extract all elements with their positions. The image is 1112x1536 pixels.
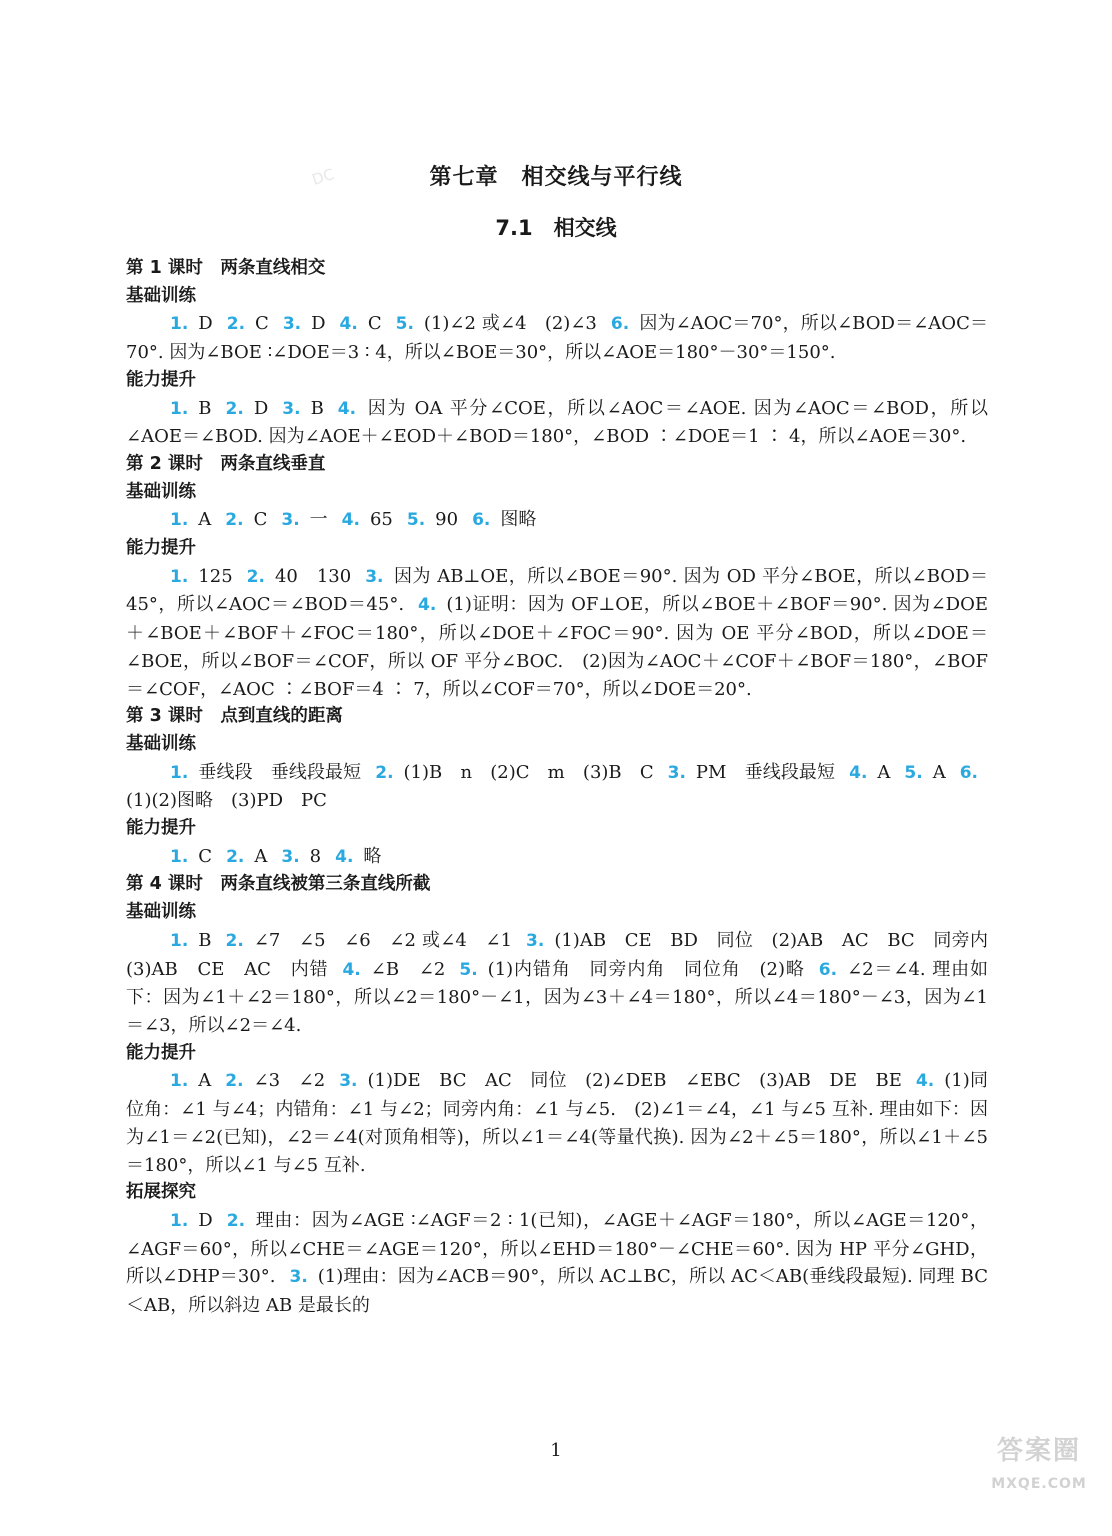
answer-text: (1)DE BC AC 同位 (2)∠DEB ∠EBC (3)AB DE BE — [367, 1070, 902, 1092]
question-number: 2. — [225, 1071, 244, 1092]
question-number: 1. — [170, 566, 189, 587]
answer-text: 一 — [309, 509, 328, 531]
answer-text: C — [255, 313, 269, 335]
question-number: 1. — [170, 510, 189, 531]
answer-text: 因为∠AOC＝70°，所以∠BOD＝∠AOC＝70°. 因为∠BOE ∶∠DOE＝3 ∶ 4，所以∠BOE＝30°，所以∠AOE＝180°－30°＝150°. — [126, 313, 988, 364]
question-number: 2. — [246, 566, 265, 587]
answer-paragraph — [126, 927, 1006, 1040]
question-number: 2. — [225, 510, 244, 531]
subsection-heading: 基础训练 — [126, 481, 196, 502]
lesson-heading: 第 4 课时 两条直线被第三条直线所截 — [126, 874, 431, 895]
answer-text: C — [198, 845, 213, 867]
lesson-heading: 第 1 课时 两条直线相交 — [126, 258, 326, 278]
question-number: 5. — [904, 762, 923, 783]
question-number: 1. — [170, 846, 189, 867]
question-number: 3. — [282, 314, 302, 335]
answer-paragraph — [126, 506, 988, 535]
answer-paragraph — [126, 563, 988, 704]
answer-paragraph — [126, 310, 988, 366]
answer-text: (1)同位角：∠1 与∠4；内错角：∠1 与∠2；同旁内角：∠1 与∠5. (2)∠1＝∠4，∠1 与∠5 互补. 理由如下：因为∠1＝∠2(已知)，∠2＝∠4(对顶角相等)，所以∠1＝∠4(等量代换). 因为∠2＋∠5＝180°，所以∠1＋∠5＝180°，所以∠1 与∠5 互补. — [126, 1070, 988, 1176]
question-number: 4. — [337, 398, 357, 419]
answer-paragraph — [126, 395, 988, 451]
question-number: 2. — [226, 314, 246, 335]
answer-text: (1)内错角 同旁内角 同位角 (2)略 — [487, 958, 805, 980]
question-number: 3. — [667, 762, 686, 783]
answer-text: (1)B n (2)C m (3)B C — [403, 761, 654, 783]
subsection-heading: 拓展探究 — [126, 1182, 196, 1203]
question-number: 6. — [959, 762, 979, 783]
faint-stamp: DC — [309, 165, 337, 189]
answer-text: A — [932, 761, 946, 783]
subsection-heading: 基础训练 — [126, 285, 196, 306]
answer-text: ∠7 ∠5 ∠6 ∠2 或∠4 ∠1 — [253, 929, 513, 951]
answer-paragraph — [126, 1207, 988, 1320]
question-number: 1. — [170, 930, 189, 951]
question-number: 6. — [472, 510, 491, 531]
answer-text: B — [198, 929, 212, 951]
answer-text: ∠2＝∠4. 理由如下：因为∠1＋∠2＝180°，所以∠2＝180°－∠1，因为∠3＋∠4＝180°，所以∠4＝180°－∠3，因为∠1＝∠3，所以∠2＝∠4. — [126, 958, 988, 1036]
question-number: 2. — [226, 846, 245, 867]
answer-text: ∠B ∠2 — [370, 958, 446, 980]
answer-text: C — [253, 509, 268, 531]
watermark-logo-text: 答案圈 — [996, 1436, 1081, 1466]
answer-text: 图略 — [500, 509, 537, 531]
question-number: 3. — [281, 510, 300, 531]
question-number: 1. — [170, 398, 189, 419]
answer-text: A — [198, 1070, 212, 1092]
subsection-heading: 能力提升 — [126, 818, 196, 839]
lesson-heading: 第 3 课时 点到直线的距离 — [126, 706, 343, 727]
answer-text: (1)(2)图略 (3)PD PC — [126, 790, 327, 812]
question-number: 5. — [406, 510, 426, 531]
subsection-heading: 基础训练 — [126, 902, 196, 923]
answer-text: 理由：因为∠AGE ∶∠AGF＝2 ∶ 1(已知)，∠AGE＋∠AGF＝180°，所以∠AGE＝120°，∠AGF＝60°，所以∠CHE＝∠AGE＝120°，所以∠EHD＝180°－∠CHE＝60°. 因为 HP 平分∠GHD，所以∠DHP＝30°. — [126, 1209, 988, 1288]
answer-text: 90 — [435, 509, 459, 531]
question-number: 5. — [395, 314, 414, 335]
answer-text: A — [198, 509, 212, 531]
question-number: 5. — [459, 959, 478, 980]
section-title: 7.1 相交线 — [495, 216, 617, 240]
answer-text: PM 垂线段最短 — [695, 761, 836, 783]
answer-text: 40 130 — [274, 565, 352, 587]
question-number: 1. — [170, 314, 189, 335]
answer-text: (1)AB CE BD 同位 (2)AB AC BC 同旁内 (3)AB CE AC 内错 — [126, 929, 1006, 980]
chapter-title: 第七章 相交线与平行线 — [429, 165, 683, 190]
question-number: 2. — [375, 762, 394, 783]
question-number: 4. — [335, 846, 354, 867]
question-number: 4. — [339, 314, 358, 335]
answer-text: D — [198, 1209, 213, 1231]
answer-text: (1)证明：因为 OF⊥OE，所以∠BOE＋∠BOF＝90°. 因为∠DOE＋∠BOE＋∠BOF＋∠FOC＝180°，所以∠DOE＋∠FOC＝90°. 因为 OE 平分∠BOD，所以∠DOE＝∠BOE，所以∠BOF＝∠COF，所以 OF 平分∠BOC. (2)因为∠AOC＋∠COF＋∠BOF＝180°，∠BOF＝∠COF，∠AOC ∶∠BOF＝4 ∶ 7，所以∠COF＝70°，所以∠DOE＝20°. — [126, 594, 988, 700]
answer-text: 略 — [363, 845, 382, 867]
watermark-logo — [984, 1426, 1094, 1526]
question-number: 3. — [281, 846, 300, 867]
question-number: 3. — [526, 930, 545, 951]
answer-text: B — [310, 397, 324, 419]
answer-text: 8 — [309, 845, 322, 867]
question-number: 4. — [849, 762, 868, 783]
answer-text: A — [877, 761, 891, 783]
answer-text: 因为 AB⊥OE，所以∠BOE＝90°. 因为 OD 平分∠BOE，所以∠BOD＝45°，所以∠AOC＝∠BOD＝45°. — [126, 565, 988, 616]
lesson-heading: 第 2 课时 两条直线垂直 — [126, 453, 326, 474]
subsection-heading: 能力提升 — [126, 369, 196, 390]
question-number: 4. — [342, 959, 361, 980]
answer-text: 65 — [369, 509, 393, 531]
question-number: 4. — [418, 595, 437, 616]
answer-text: ∠3 ∠2 — [253, 1070, 326, 1092]
question-number: 3. — [282, 398, 301, 419]
question-number: 6. — [610, 314, 630, 335]
question-number: 1. — [170, 1071, 189, 1092]
answer-text: D — [253, 397, 269, 419]
answer-paragraph — [126, 843, 988, 872]
answer-text: D — [311, 313, 326, 335]
answer-text: (1)∠2 或∠4 (2)∠3 — [423, 313, 597, 335]
answer-text: 125 — [198, 565, 233, 587]
answer-paragraph — [126, 759, 988, 815]
answer-text: 因为 OA 平分∠COE，所以∠AOC＝∠AOE. 因为∠AOC＝∠BOD，所以∠AOE＝∠BOD. 因为∠AOE＋∠EOD＋∠BOD＝180°，∠BOD ∶∠DOE＝1 ∶ 4，所以∠AOE＝30°. — [126, 397, 988, 448]
subsection-heading: 能力提升 — [126, 1042, 196, 1063]
question-number: 1. — [170, 762, 189, 783]
answer-text: C — [367, 313, 382, 335]
subsection-heading: 能力提升 — [126, 538, 196, 559]
question-number: 3. — [365, 566, 384, 587]
subsection-heading: 基础训练 — [126, 733, 196, 754]
answer-text: (1)理由：因为∠ACB＝90°，所以 AC⊥BC，所以 AC＜AB(垂线段最短). 同理 BC＜AB，所以斜边 AB 是最长的 — [126, 1266, 988, 1317]
question-number: 2. — [226, 1210, 246, 1231]
question-number: 4. — [341, 510, 360, 531]
question-number: 3. — [289, 1267, 308, 1288]
watermark-site-text: MXQE.COM — [991, 1476, 1087, 1492]
answer-text: A — [254, 845, 268, 867]
question-number: 2. — [225, 930, 244, 951]
page-number: 1 — [550, 1440, 562, 1461]
answer-text: D — [198, 313, 213, 335]
question-number: 1. — [170, 1210, 189, 1231]
answer-content — [126, 255, 1006, 1320]
answer-text: B — [198, 397, 212, 419]
question-number: 4. — [915, 1071, 935, 1092]
question-number: 3. — [339, 1071, 358, 1092]
question-number: 6. — [818, 959, 838, 980]
answer-text: 垂线段 垂线段最短 — [198, 761, 362, 783]
answer-paragraph — [126, 1067, 988, 1179]
question-number: 2. — [225, 398, 244, 419]
